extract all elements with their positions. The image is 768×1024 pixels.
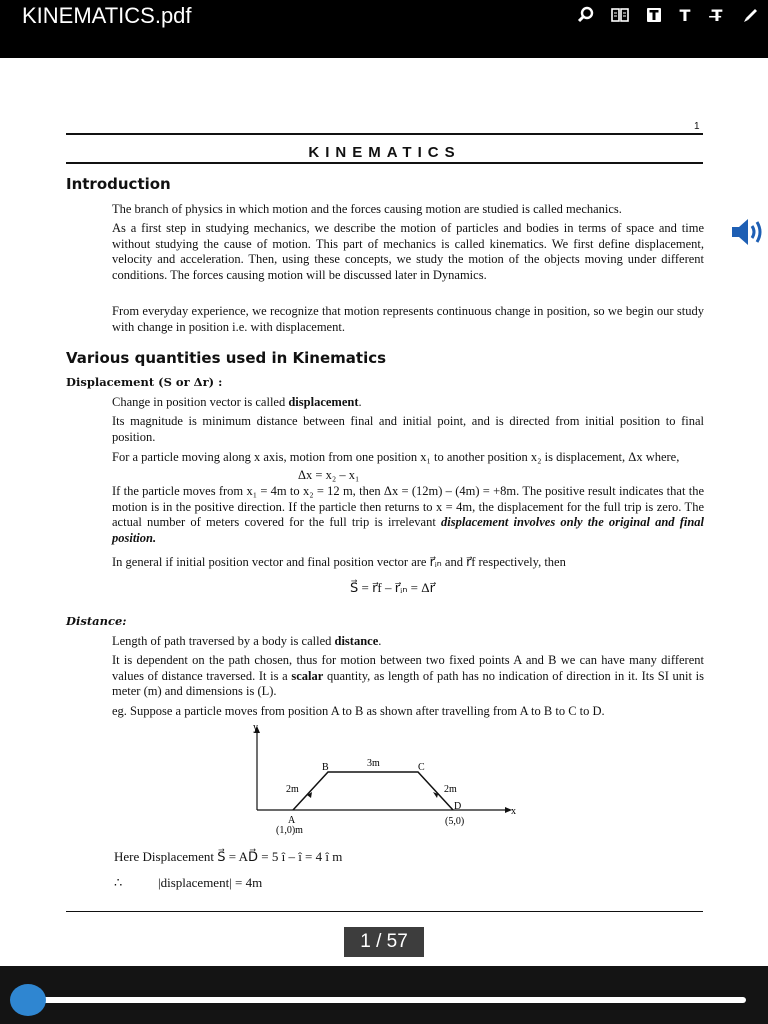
equation: Δx = x₂ – x₁ — [298, 468, 360, 482]
page-number: 1 — [694, 121, 700, 132]
subsection-heading: Displacement (S or Δr) : — [66, 375, 223, 389]
point-label: B — [322, 762, 329, 773]
text-paragraph: For a particle moving along x axis, motion from one position x₁ to another position x₂ is displacement, Δx where, — [112, 450, 680, 464]
point-label: A — [288, 815, 296, 826]
text-icon[interactable]: T — [679, 5, 691, 25]
therefore-symbol: ∴ — [114, 875, 123, 890]
pen-icon[interactable] — [740, 4, 762, 26]
coordinate-label: (5,0) — [445, 816, 465, 827]
book-icon[interactable] — [609, 4, 631, 26]
point-label: D — [454, 801, 462, 812]
strikethrough-icon[interactable]: T̶ — [711, 5, 723, 25]
coordinate-label: (1,0)m — [276, 825, 303, 836]
divider — [66, 911, 703, 912]
y-label: y — [253, 722, 258, 733]
text-paragraph: It is dependent on the path chosen, thus for motion between two fixed points A and B we can have many different values of distance traversed. It is a scalar quantity, as length of path has no indication of direction in it. Its SI unit is meter (m) and dimensions is (L). — [112, 653, 704, 698]
path-diagram — [240, 722, 540, 842]
equation: Here Displacement S⃗ = AD⃗ = 5 î – î = 4 î m — [114, 849, 343, 864]
equation: S⃗ = r⃗f – r⃗ᵢₙ = Δr⃗ — [350, 580, 435, 595]
intro-paragraph: As a first step in studying mechanics, we describe the motion of particles and bodies in terms of space and time without studying the cause of motion. This part of mechanics is called kinematics. We first define displacement, velocity and acceleration. Then, using these concepts, we study the motion of the objects moving under different conditions. The forces causing motion will be discussed later in Dynamics. — [112, 221, 704, 282]
page-slider-thumb[interactable] — [10, 984, 46, 1016]
point-label: C — [418, 762, 425, 773]
text-paragraph: Its magnitude is minimum distance between final and initial point, and is directed from initial position to final position. — [112, 414, 704, 444]
title-bar — [0, 0, 768, 58]
intro-paragraph: From everyday experience, we recognize that motion represents continuous change in position, so we begin our study with change in position i.e. with displacement. — [112, 304, 704, 334]
text-paragraph: In general if initial position vector and final position vector are r⃗ᵢₙ and r⃗f respectively, then — [112, 555, 566, 569]
text-paragraph: If the particle moves from x₁ = 4m to x₂ = 12 m, then Δx = (12m) – (4m) = +8m. The positive result indicates that the motion is in the positive direction. If the particle then returns to x = 4m, the displacement for the full trip is zero. The actual number of meters covered for the full trip is irrelevant displacement involves only the original and final position. — [112, 484, 705, 545]
length-label: 2m — [444, 784, 457, 795]
bottom-bar — [0, 966, 768, 1024]
section-heading: Various quantities used in Kinematics — [66, 349, 387, 367]
page-slider-track[interactable] — [28, 997, 746, 1003]
length-label: 3m — [367, 758, 380, 769]
file-title: KINEMATICS.pdf — [22, 3, 192, 28]
text-paragraph: eg. Suppose a particle moves from position A to B as shown after travelling from A to B to C to D. — [112, 704, 605, 718]
subsection-heading: Distance: — [66, 614, 127, 628]
divider — [66, 162, 703, 164]
speaker-icon[interactable] — [730, 215, 766, 249]
section-heading: Introduction — [66, 175, 171, 193]
text-block-icon[interactable] — [643, 4, 665, 26]
x-label: x — [511, 806, 516, 817]
length-label: 2m — [286, 784, 299, 795]
document-title: KINEMATICS — [308, 144, 461, 161]
pdf-page — [0, 58, 768, 966]
page-indicator: 1 / 57 — [344, 927, 424, 957]
text-line: Change in position vector is called displacement. — [112, 395, 362, 409]
text-line: Length of path traversed by a body is called distance. — [112, 634, 382, 648]
intro-paragraph: The branch of physics in which motion and the forces causing motion are studied is called mechanics. — [112, 202, 622, 216]
path-line — [293, 772, 453, 810]
search-icon[interactable] — [575, 4, 597, 26]
divider — [66, 133, 703, 135]
equation: |displacement| = 4m — [158, 875, 263, 890]
